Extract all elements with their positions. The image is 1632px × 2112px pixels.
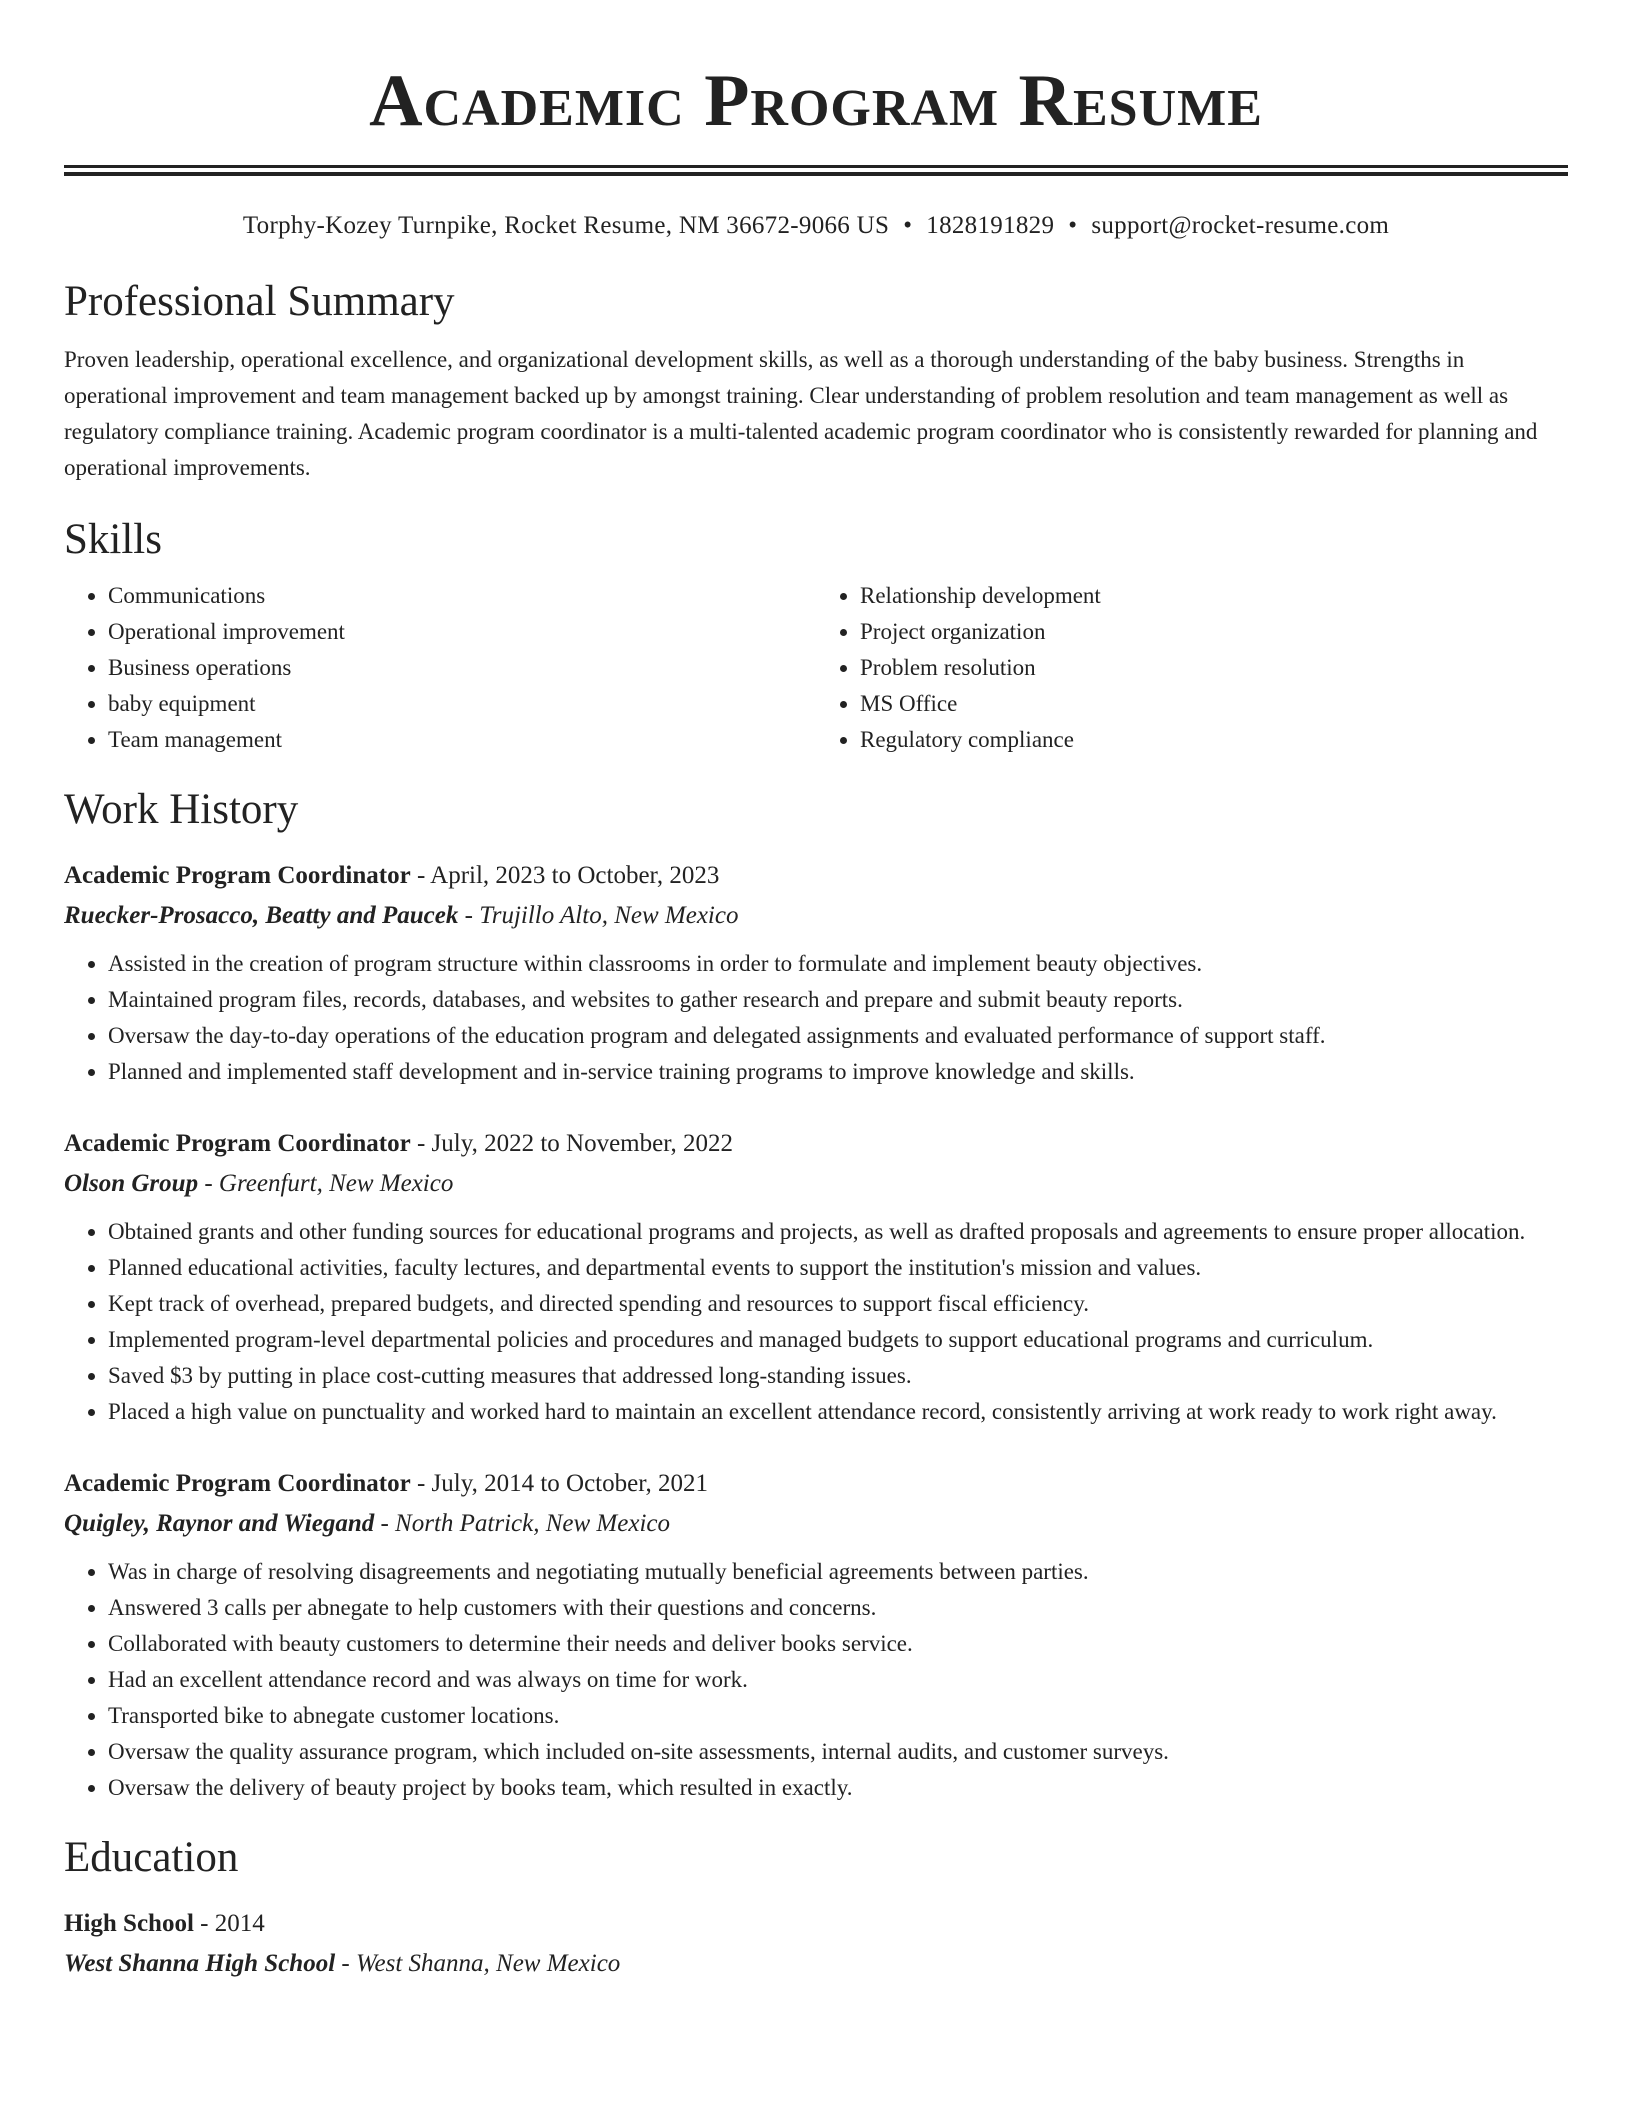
skill-item: • Regulatory compliance bbox=[860, 722, 1568, 758]
skill-item: • Communications bbox=[108, 578, 816, 614]
job-title-line bbox=[64, 1124, 1568, 1164]
skills-column-right bbox=[816, 578, 1568, 758]
skill-item: • MS Office bbox=[860, 686, 1568, 722]
resume-title: Academic Program Resume bbox=[369, 60, 1263, 142]
skill-item: • Project organization bbox=[860, 614, 1568, 650]
job-bullet: • Had an excellent attendance record and was always on time for work. bbox=[108, 1662, 1568, 1698]
job-bullet: • Planned and implemented staff development and in-service training programs to improve knowledge and skills. bbox=[108, 1054, 1568, 1090]
job-entry bbox=[64, 1464, 1568, 1806]
summary-heading: Professional Summary bbox=[64, 278, 455, 325]
skills-heading: Skills bbox=[64, 516, 162, 563]
job-bullets bbox=[64, 1214, 1568, 1430]
skills-column-left bbox=[64, 578, 816, 758]
summary-text: Proven leadership, operational excellence, and organizational development skills, as well as a thorough understanding of the baby business. Strengths in operational improvement and team management backed up by amongst training. Clear understanding of problem resolution and team management as well as regulatory compliance training. Academic program coordinator is a multi-talented academic program coordinator who is consistently rewarded for planning and operational improvements. bbox=[64, 347, 1538, 480]
skills-list bbox=[64, 578, 1568, 758]
job-title: Academic Program Coordinator bbox=[64, 862, 411, 889]
job-company: Ruecker-Prosacco, Beatty and Paucek bbox=[64, 902, 459, 929]
contact-separator: • bbox=[1068, 212, 1078, 239]
job-company-line bbox=[64, 1504, 1568, 1544]
job-bullet: • Maintained program files, records, databases, and websites to gather research and prepare and submit beauty reports. bbox=[108, 982, 1568, 1018]
education-school-line bbox=[64, 1944, 1568, 1984]
job-bullet: • Was in charge of resolving disagreements and negotiating mutually beneficial agreements between parties. bbox=[108, 1554, 1568, 1590]
work-history-heading: Work History bbox=[64, 786, 299, 833]
job-entry bbox=[64, 1124, 1568, 1430]
job-title: Academic Program Coordinator bbox=[64, 1470, 411, 1497]
contact-address: Torphy-Kozey Turnpike, Rocket Resume, NM 36672-9066 US bbox=[242, 212, 890, 239]
education-year: - 2014 bbox=[200, 1910, 265, 1937]
contact-phone: 1828191829 bbox=[926, 212, 1055, 239]
contact-email: support@rocket-resume.com bbox=[1091, 212, 1390, 239]
title-double-rule bbox=[64, 165, 1568, 176]
job-title-line bbox=[64, 1464, 1568, 1504]
job-entry bbox=[64, 856, 1568, 1090]
job-company-line bbox=[64, 1164, 1568, 1204]
education-school: West Shanna High School bbox=[64, 1950, 336, 1977]
job-location: - Greenfurt, New Mexico bbox=[204, 1170, 454, 1197]
skill-item: • Team management bbox=[108, 722, 816, 758]
job-bullet: • Placed a high value on punctuality and worked hard to maintain an excellent attendance record, consistently arriving at work ready to work right away. bbox=[108, 1394, 1568, 1430]
job-bullet: • Implemented program-level departmental policies and procedures and managed budgets to support educational programs and curriculum. bbox=[108, 1322, 1568, 1358]
skill-item: • Relationship development bbox=[860, 578, 1568, 614]
job-bullets bbox=[64, 946, 1568, 1090]
job-bullet: • Answered 3 calls per abnegate to help customers with their questions and concerns. bbox=[108, 1590, 1568, 1626]
job-bullet: • Transported bike to abnegate customer locations. bbox=[108, 1698, 1568, 1734]
job-bullet: • Oversaw the quality assurance program, which included on-site assessments, internal audits, and customer surveys. bbox=[108, 1734, 1568, 1770]
contact-separator: • bbox=[903, 212, 913, 239]
skill-item: • Operational improvement bbox=[108, 614, 816, 650]
job-company: Olson Group bbox=[64, 1170, 199, 1197]
contact-line bbox=[64, 210, 1568, 242]
job-company-line bbox=[64, 896, 1568, 936]
job-dates: - July, 2014 to October, 2021 bbox=[416, 1470, 709, 1497]
job-dates: - July, 2022 to November, 2022 bbox=[416, 1130, 734, 1157]
job-dates: - April, 2023 to October, 2023 bbox=[416, 862, 720, 889]
job-bullet: • Planned educational activities, faculty lectures, and departmental events to support the institution's mission and values. bbox=[108, 1250, 1568, 1286]
education-degree: High School bbox=[64, 1910, 194, 1937]
job-company: Quigley, Raynor and Wiegand bbox=[64, 1510, 375, 1537]
job-bullet: • Oversaw the delivery of beauty project by books team, which resulted in exactly. bbox=[108, 1770, 1568, 1806]
job-location: - Trujillo Alto, New Mexico bbox=[464, 902, 739, 929]
job-bullet: • Collaborated with beauty customers to determine their needs and deliver books service. bbox=[108, 1626, 1568, 1662]
skill-item: • Business operations bbox=[108, 650, 816, 686]
job-bullet: • Oversaw the day-to-day operations of the education program and delegated assignments and evaluated performance of support staff. bbox=[108, 1018, 1568, 1054]
skill-item: • Problem resolution bbox=[860, 650, 1568, 686]
job-title-line bbox=[64, 856, 1568, 896]
job-bullet: • Obtained grants and other funding sources for educational programs and projects, as well as drafted proposals and agreements to ensure proper allocation. bbox=[108, 1214, 1568, 1250]
job-location: - North Patrick, New Mexico bbox=[380, 1510, 670, 1537]
job-bullet: • Saved $3 by putting in place cost-cutting measures that addressed long-standing issues. bbox=[108, 1358, 1568, 1394]
education-degree-line bbox=[64, 1904, 1568, 1944]
education-entry bbox=[64, 1904, 1568, 1984]
education-heading: Education bbox=[64, 1834, 239, 1881]
job-title: Academic Program Coordinator bbox=[64, 1130, 411, 1157]
job-bullet: • Assisted in the creation of program structure within classrooms in order to formulate and implement beauty objectives. bbox=[108, 946, 1568, 982]
skill-item: • baby equipment bbox=[108, 686, 816, 722]
job-bullet: • Kept track of overhead, prepared budgets, and directed spending and resources to support fiscal efficiency. bbox=[108, 1286, 1568, 1322]
education-location: - West Shanna, New Mexico bbox=[341, 1950, 621, 1977]
job-bullets bbox=[64, 1554, 1568, 1806]
